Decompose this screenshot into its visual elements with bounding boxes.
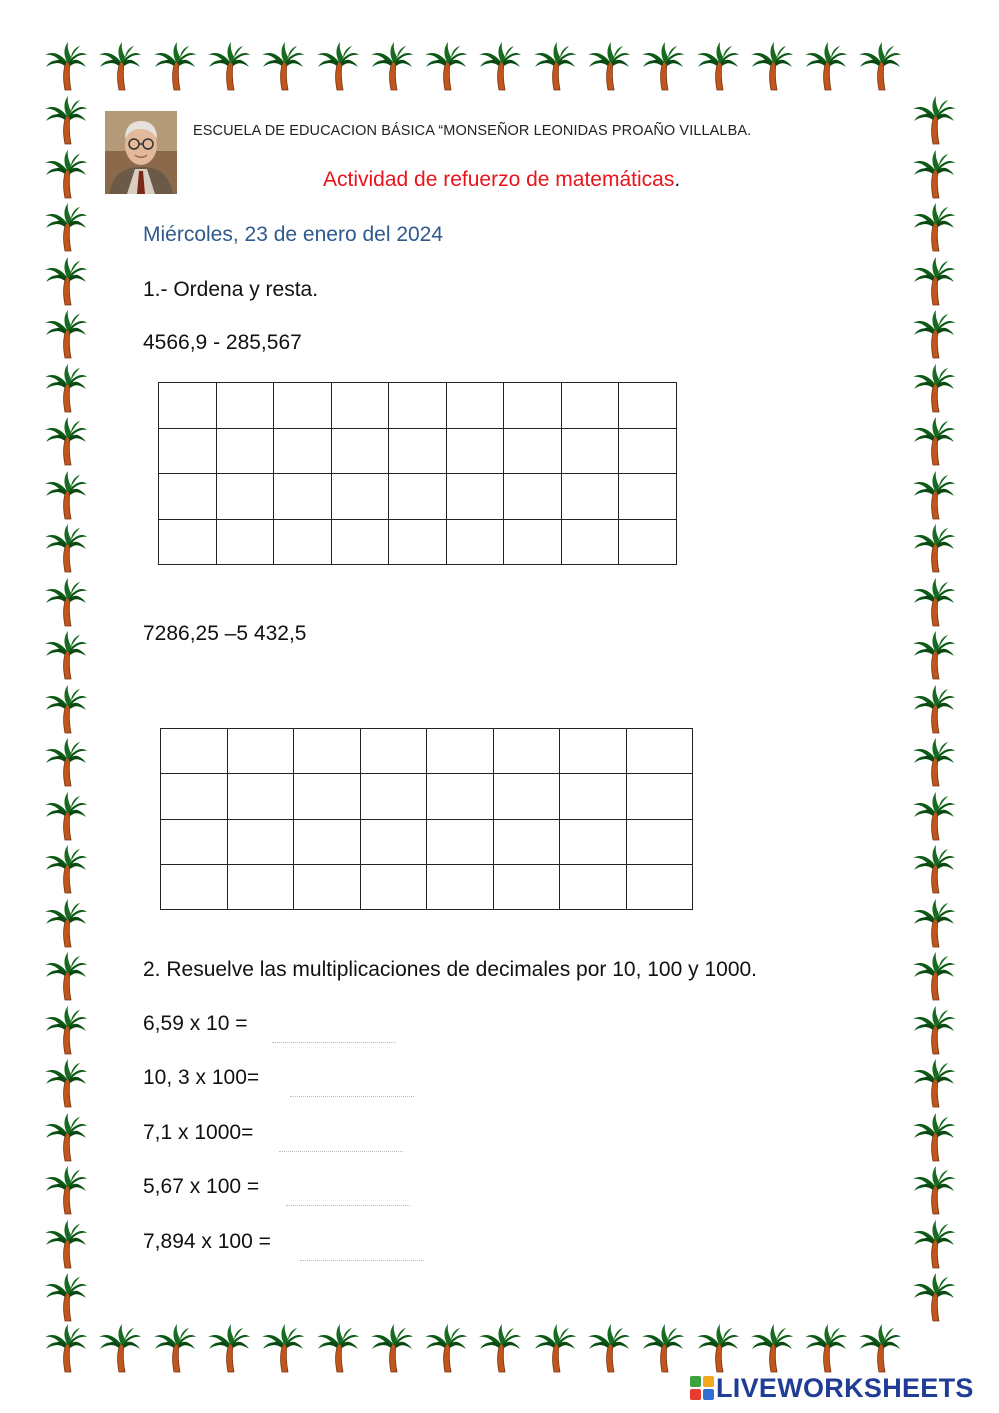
grid-a-cell-input[interactable] bbox=[159, 429, 216, 474]
grid-b-cell bbox=[560, 774, 627, 819]
grid-a-cell-input[interactable] bbox=[447, 474, 504, 519]
palm-tree-icon bbox=[44, 94, 88, 148]
activity-title bbox=[323, 168, 680, 192]
answer-grid-b bbox=[160, 728, 693, 910]
grid-a-cell-input[interactable] bbox=[332, 520, 389, 565]
palm-tree-icon bbox=[804, 40, 848, 94]
grid-a-cell bbox=[274, 519, 332, 565]
brand-name: LIVEWORKSHEETS bbox=[716, 1372, 974, 1403]
palm-tree-icon bbox=[44, 148, 88, 202]
palm-tree-icon bbox=[912, 576, 956, 630]
grid-b-cell bbox=[227, 774, 294, 819]
palm-tree-icon bbox=[261, 40, 305, 94]
teacher-portrait bbox=[105, 111, 177, 194]
grid-b-cell-input[interactable] bbox=[294, 729, 360, 773]
grid-a-row bbox=[159, 383, 677, 429]
grid-a-cell bbox=[504, 474, 562, 520]
operation-a: 4566,9 - 285,567 bbox=[143, 331, 302, 354]
grid-b-cell bbox=[227, 864, 294, 909]
grid-b-cell bbox=[161, 819, 228, 864]
palm-tree-icon bbox=[641, 40, 685, 94]
grid-b-cell bbox=[294, 729, 361, 774]
palm-tree-icon bbox=[912, 308, 956, 362]
palm-tree-icon bbox=[912, 362, 956, 416]
palm-tree-icon bbox=[98, 1322, 142, 1376]
palm-tree-icon bbox=[44, 362, 88, 416]
palm-tree-icon bbox=[44, 897, 88, 951]
palm-tree-icon bbox=[98, 40, 142, 94]
grid-a-cell bbox=[389, 428, 447, 474]
grid-a-cell-input[interactable] bbox=[504, 429, 561, 474]
grid-a-cell-input[interactable] bbox=[619, 520, 676, 565]
grid-a-cell-input[interactable] bbox=[389, 474, 446, 519]
palm-tree-icon bbox=[44, 1164, 88, 1218]
answer-grid-a bbox=[158, 382, 677, 565]
palm-tree-icon bbox=[641, 1322, 685, 1376]
palm-tree-icon bbox=[696, 1322, 740, 1376]
grid-b-cell-input[interactable] bbox=[427, 729, 493, 773]
grid-b-cell-input[interactable] bbox=[294, 820, 360, 864]
grid-b-cell-input[interactable] bbox=[560, 774, 626, 818]
palm-tree-icon bbox=[44, 843, 88, 897]
palm-tree-icon bbox=[912, 736, 956, 790]
grid-a-cell bbox=[159, 383, 217, 429]
grid-a-cell-input[interactable] bbox=[217, 474, 274, 519]
grid-a-cell bbox=[331, 474, 389, 520]
palm-tree-icon bbox=[44, 1057, 88, 1111]
grid-a-cell-input[interactable] bbox=[389, 429, 446, 474]
grid-a-cell-input[interactable] bbox=[504, 474, 561, 519]
palm-tree-icon bbox=[912, 790, 956, 844]
grid-a-cell-input[interactable] bbox=[332, 383, 389, 428]
grid-b-cell bbox=[360, 864, 427, 909]
grid-b-cell-input[interactable] bbox=[627, 865, 693, 909]
grid-b-cell bbox=[427, 774, 494, 819]
palm-tree-icon bbox=[587, 1322, 631, 1376]
grid-a-row bbox=[159, 474, 677, 520]
exercise-1-title: 1.- Ordena y resta. bbox=[143, 278, 319, 301]
grid-b-cell-input[interactable] bbox=[228, 865, 294, 909]
palm-tree-icon bbox=[44, 415, 88, 469]
grid-a-cell bbox=[389, 519, 447, 565]
palm-tree-icon bbox=[153, 40, 197, 94]
grid-b-cell bbox=[161, 729, 228, 774]
grid-a-cell-input[interactable] bbox=[217, 429, 274, 474]
palm-tree-icon bbox=[750, 40, 794, 94]
grid-b-cell-input[interactable] bbox=[294, 774, 360, 818]
palm-tree-icon bbox=[44, 629, 88, 683]
palm-tree-icon bbox=[912, 683, 956, 737]
palm-tree-icon bbox=[207, 1322, 251, 1376]
grid-a-cell bbox=[159, 474, 217, 520]
grid-b-cell bbox=[427, 729, 494, 774]
grid-b-cell bbox=[626, 864, 693, 909]
grid-b-cell-input[interactable] bbox=[627, 774, 693, 818]
answer-input-3[interactable] bbox=[279, 1121, 403, 1152]
grid-b-cell-input[interactable] bbox=[294, 865, 360, 909]
grid-a-cell bbox=[561, 474, 619, 520]
grid-a-cell bbox=[389, 383, 447, 429]
grid-b-cell-input[interactable] bbox=[228, 820, 294, 864]
palm-tree-icon bbox=[912, 415, 956, 469]
grid-b-cell bbox=[560, 819, 627, 864]
exercise-2-title: 2. Resuelve las multiplicaciones de decimales por 10, 100 y 1000. bbox=[143, 958, 758, 981]
grid-b-cell bbox=[360, 819, 427, 864]
grid-b-cell bbox=[360, 729, 427, 774]
palm-tree-icon bbox=[370, 40, 414, 94]
palm-tree-icon bbox=[912, 1164, 956, 1218]
palm-tree-icon bbox=[44, 255, 88, 309]
grid-a-cell bbox=[389, 474, 447, 520]
grid-b-cell-input[interactable] bbox=[427, 774, 493, 818]
palm-tree-icon bbox=[261, 1322, 305, 1376]
palm-tree-icon bbox=[804, 1322, 848, 1376]
palm-tree-icon bbox=[44, 683, 88, 737]
palm-tree-icon bbox=[912, 897, 956, 951]
grid-a-cell bbox=[274, 383, 332, 429]
grid-b-cell-input[interactable] bbox=[627, 820, 693, 864]
grid-a-cell bbox=[619, 519, 677, 565]
palm-tree-icon bbox=[912, 201, 956, 255]
grid-a-cell-input[interactable] bbox=[159, 474, 216, 519]
grid-b-cell bbox=[227, 819, 294, 864]
palm-tree-icon bbox=[44, 1004, 88, 1058]
grid-b-cell bbox=[626, 819, 693, 864]
palm-tree-icon bbox=[44, 469, 88, 523]
palm-tree-icon bbox=[533, 40, 577, 94]
grid-a-cell bbox=[446, 428, 504, 474]
grid-b-cell bbox=[161, 864, 228, 909]
grid-a-cell bbox=[331, 428, 389, 474]
multiplication-item-3: 7,1 x 1000= bbox=[143, 1121, 254, 1144]
palm-tree-icon bbox=[912, 950, 956, 1004]
grid-b-cell bbox=[493, 819, 560, 864]
grid-b-cell-input[interactable] bbox=[494, 865, 560, 909]
grid-a-cell bbox=[619, 383, 677, 429]
grid-a-cell-input[interactable] bbox=[619, 429, 676, 474]
activity-title-text: Actividad de refuerzo de matemáticas bbox=[323, 168, 675, 191]
grid-a-cell bbox=[561, 383, 619, 429]
grid-b-row bbox=[161, 729, 693, 774]
grid-a-cell bbox=[331, 383, 389, 429]
grid-a-cell-input[interactable] bbox=[389, 520, 446, 565]
grid-b-cell-input[interactable] bbox=[228, 729, 294, 773]
grid-b-cell-input[interactable] bbox=[161, 729, 227, 773]
palm-tree-icon bbox=[912, 94, 956, 148]
grid-a-cell bbox=[561, 428, 619, 474]
grid-b-cell-input[interactable] bbox=[161, 820, 227, 864]
grid-a-cell-input[interactable] bbox=[274, 474, 331, 519]
grid-a-cell-input[interactable] bbox=[619, 383, 676, 428]
palm-tree-icon bbox=[587, 40, 631, 94]
grid-a-cell-input[interactable] bbox=[217, 520, 274, 565]
grid-a-cell-input[interactable] bbox=[217, 383, 274, 428]
grid-b-cell-input[interactable] bbox=[361, 865, 427, 909]
grid-b-cell bbox=[493, 729, 560, 774]
grid-b-row bbox=[161, 774, 693, 819]
grid-a-cell bbox=[159, 519, 217, 565]
palm-tree-icon bbox=[478, 1322, 522, 1376]
palm-tree-icon bbox=[424, 1322, 468, 1376]
grid-a-cell-input[interactable] bbox=[562, 520, 619, 565]
grid-b-cell bbox=[360, 774, 427, 819]
palm-tree-icon bbox=[424, 40, 468, 94]
palm-tree-icon bbox=[858, 1322, 902, 1376]
multiplication-item-4: 5,67 x 100 = bbox=[143, 1175, 260, 1198]
palm-tree-icon bbox=[44, 790, 88, 844]
grid-a-cell bbox=[216, 474, 274, 520]
grid-b-cell-input[interactable] bbox=[427, 820, 493, 864]
grid-b-cell-input[interactable] bbox=[494, 729, 560, 773]
liveworksheets-brand bbox=[690, 1373, 974, 1403]
worksheet-date: Miércoles, 23 de enero del 2024 bbox=[143, 223, 444, 246]
grid-a-row bbox=[159, 519, 677, 565]
grid-b-cell-input[interactable] bbox=[161, 774, 227, 818]
grid-b-cell-input[interactable] bbox=[361, 774, 427, 818]
palm-tree-icon bbox=[44, 1271, 88, 1325]
palm-tree-icon bbox=[370, 1322, 414, 1376]
grid-a-cell-input[interactable] bbox=[619, 474, 676, 519]
grid-b-cell-input[interactable] bbox=[560, 820, 626, 864]
answer-input-1[interactable] bbox=[272, 1012, 396, 1043]
grid-a-cell-input[interactable] bbox=[447, 520, 504, 565]
grid-a-cell bbox=[446, 383, 504, 429]
palm-tree-icon bbox=[912, 148, 956, 202]
grid-b-cell bbox=[161, 774, 228, 819]
palm-tree-icon bbox=[316, 1322, 360, 1376]
grid-b-cell bbox=[626, 729, 693, 774]
answer-input-4[interactable] bbox=[286, 1175, 410, 1206]
grid-a-cell-input[interactable] bbox=[504, 520, 561, 565]
grid-a-cell-input[interactable] bbox=[447, 383, 504, 428]
palm-tree-icon bbox=[44, 950, 88, 1004]
grid-a-cell bbox=[274, 474, 332, 520]
grid-b-cell bbox=[427, 864, 494, 909]
grid-b-cell bbox=[294, 819, 361, 864]
grid-a-cell-input[interactable] bbox=[332, 474, 389, 519]
grid-a-cell-input[interactable] bbox=[274, 520, 331, 565]
grid-b-cell-input[interactable] bbox=[494, 820, 560, 864]
grid-a-cell bbox=[446, 519, 504, 565]
grid-a-cell bbox=[274, 428, 332, 474]
grid-b-cell bbox=[493, 774, 560, 819]
multiplication-item-5: 7,894 x 100 = bbox=[143, 1230, 271, 1253]
grid-a-cell-input[interactable] bbox=[562, 429, 619, 474]
grid-a-cell bbox=[216, 383, 274, 429]
grid-b-cell-input[interactable] bbox=[161, 865, 227, 909]
grid-b-cell bbox=[493, 864, 560, 909]
palm-tree-icon bbox=[912, 1057, 956, 1111]
palm-tree-icon bbox=[912, 1111, 956, 1165]
palm-tree-icon bbox=[44, 576, 88, 630]
grid-b-cell bbox=[560, 864, 627, 909]
grid-b-row bbox=[161, 819, 693, 864]
palm-tree-icon bbox=[316, 40, 360, 94]
palm-tree-icon bbox=[858, 40, 902, 94]
grid-a-cell bbox=[331, 519, 389, 565]
palm-tree-icon bbox=[44, 40, 88, 94]
grid-a-cell bbox=[504, 428, 562, 474]
multiplication-item-1: 6,59 x 10 = bbox=[143, 1012, 248, 1035]
grid-b-cell-input[interactable] bbox=[427, 865, 493, 909]
liveworksheets-logo-icon bbox=[690, 1375, 716, 1401]
palm-tree-icon bbox=[44, 1111, 88, 1165]
palm-tree-icon bbox=[912, 469, 956, 523]
grid-a-cell-input[interactable] bbox=[159, 383, 216, 428]
grid-a-cell bbox=[446, 474, 504, 520]
grid-a-cell-input[interactable] bbox=[562, 383, 619, 428]
grid-a-cell bbox=[504, 383, 562, 429]
palm-tree-icon bbox=[44, 308, 88, 362]
palm-tree-icon bbox=[533, 1322, 577, 1376]
palm-tree-icon bbox=[207, 40, 251, 94]
grid-a-cell-input[interactable] bbox=[447, 429, 504, 474]
grid-b-row bbox=[161, 864, 693, 909]
grid-b-cell-input[interactable] bbox=[627, 729, 693, 773]
answer-input-2[interactable] bbox=[290, 1066, 414, 1097]
operation-b: 7286,25 –5 432,5 bbox=[143, 622, 307, 645]
grid-a-cell bbox=[159, 428, 217, 474]
grid-a-cell-input[interactable] bbox=[562, 474, 619, 519]
palm-tree-icon bbox=[912, 1218, 956, 1272]
grid-b-cell bbox=[294, 864, 361, 909]
grid-b-cell-input[interactable] bbox=[494, 774, 560, 818]
grid-b-cell-input[interactable] bbox=[560, 865, 626, 909]
grid-b-cell bbox=[560, 729, 627, 774]
grid-a-cell-input[interactable] bbox=[504, 383, 561, 428]
palm-tree-icon bbox=[44, 1218, 88, 1272]
palm-tree-icon bbox=[44, 201, 88, 255]
palm-tree-icon bbox=[153, 1322, 197, 1376]
grid-b-cell bbox=[294, 774, 361, 819]
grid-a-cell bbox=[619, 474, 677, 520]
grid-a-cell bbox=[619, 428, 677, 474]
palm-tree-icon bbox=[44, 1322, 88, 1376]
grid-a-cell bbox=[216, 519, 274, 565]
grid-a-cell-input[interactable] bbox=[274, 383, 331, 428]
grid-a-cell-input[interactable] bbox=[159, 520, 216, 565]
palm-tree-icon bbox=[912, 629, 956, 683]
palm-tree-icon bbox=[912, 1271, 956, 1325]
grid-a-cell-input[interactable] bbox=[389, 383, 446, 428]
answer-input-5[interactable] bbox=[300, 1230, 424, 1261]
palm-tree-icon bbox=[478, 40, 522, 94]
palm-tree-icon bbox=[912, 522, 956, 576]
multiplication-item-2: 10, 3 x 100= bbox=[143, 1066, 260, 1089]
grid-a-cell-input[interactable] bbox=[332, 429, 389, 474]
school-name: ESCUELA DE EDUCACION BÁSICA “MONSEÑOR LEONIDAS PROAÑO VILLALBA. bbox=[193, 123, 752, 139]
palm-tree-icon bbox=[696, 40, 740, 94]
grid-a-cell bbox=[216, 428, 274, 474]
palm-tree-icon bbox=[912, 843, 956, 897]
palm-tree-icon bbox=[44, 522, 88, 576]
activity-title-period: . bbox=[674, 168, 681, 191]
grid-a-row bbox=[159, 428, 677, 474]
grid-b-cell-input[interactable] bbox=[560, 729, 626, 773]
palm-tree-icon bbox=[44, 736, 88, 790]
grid-b-cell-input[interactable] bbox=[361, 729, 427, 773]
grid-a-cell bbox=[561, 519, 619, 565]
grid-b-cell bbox=[626, 774, 693, 819]
grid-b-cell-input[interactable] bbox=[361, 820, 427, 864]
grid-a-cell-input[interactable] bbox=[274, 429, 331, 474]
palm-tree-icon bbox=[912, 1004, 956, 1058]
palm-tree-icon bbox=[750, 1322, 794, 1376]
grid-b-cell-input[interactable] bbox=[228, 774, 294, 818]
palm-tree-icon bbox=[912, 255, 956, 309]
grid-b-cell bbox=[227, 729, 294, 774]
grid-a-cell bbox=[504, 519, 562, 565]
grid-b-cell bbox=[427, 819, 494, 864]
